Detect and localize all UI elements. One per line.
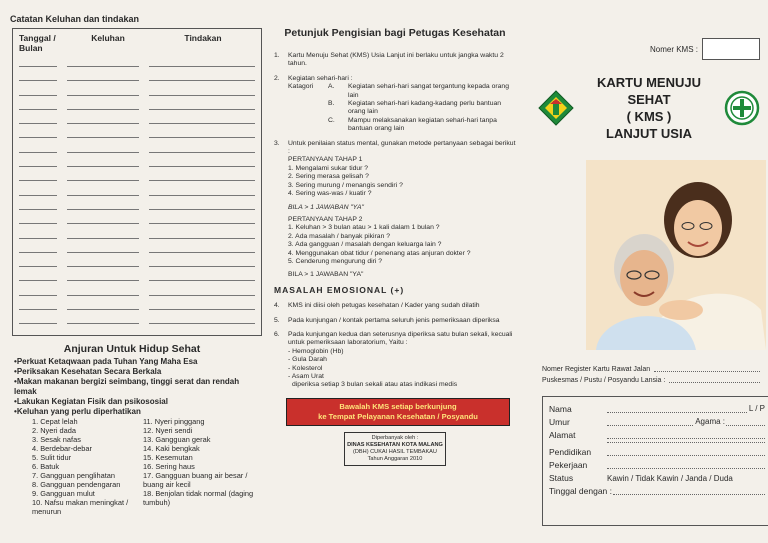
age-field[interactable]: Agama : (607, 416, 765, 426)
complaint-item: 7. Gangguan penglihatan (32, 471, 116, 480)
advice-item: • Lakukan Kegiatan Fisik dan psikososial (14, 397, 254, 407)
notes-row[interactable] (19, 67, 255, 81)
card-title: KARTU MENUJU SEHAT ( KMS ) LANJUT USIA (597, 75, 701, 141)
complaint-item: 9. Gangguan mulut (32, 489, 95, 498)
living-with-field[interactable] (613, 485, 765, 495)
complaints-list (32, 417, 254, 516)
living-with-label: Tinggal dengan : (549, 486, 613, 496)
col-action: Tindakan (184, 33, 222, 43)
instruction-6: 6. Pada kunjungan kedua dan seterusnya diperiksa satu bulan sekali, kecuali untuk pemeriksaan laboratorium, Yaitu : - Hemoglobin (Hb) - Gula Darah - Kolesterol - Asam Urat diperiksa setiap 3 bulan sekali atau atas indikasi medis (274, 330, 513, 389)
right-panel (526, 0, 768, 543)
instruction-2: 2. Kegiatan sehari-hari : Katagori A. Kegiatan sehari-hari sangat tergantung kepada orang lain B. Kegiatan sehari-hari kadang-kadang perlu bantuan orang lain C. Mampu melaksanakan kegiatan sehari-hari tanpa bantuan orang lain (274, 74, 509, 133)
advice-item: • Makan makanan bergizi seimbang, tinggi serat dan rendah lemak (14, 377, 254, 397)
notes-table (12, 28, 262, 336)
notes-row[interactable] (19, 124, 255, 138)
complaint-item: 18. Benjolan tidak normal (daging tumbuh) (143, 489, 254, 507)
complaint-item: 5. Sulit tidur (32, 453, 72, 462)
notes-header (19, 33, 255, 53)
complaint-item: 3. Sesak nafas (32, 435, 81, 444)
instruction-1: 1. Kartu Menuju Sehat (KMS) Usia Lanjut ini berlaku untuk jangka waktu 2 tahun. (274, 52, 504, 68)
complaint-item: 15. Kesemutan (143, 453, 193, 462)
notes-title: Catatan Keluhan dan tindakan (10, 14, 140, 24)
complaint-item: 1. Cepat lelah (32, 417, 78, 426)
health-emblem-icon (724, 90, 760, 126)
complaint-item: 10. Nafsu makan meningkat / menurun (32, 498, 129, 516)
notes-row[interactable] (19, 253, 255, 267)
notes-row[interactable] (19, 139, 255, 153)
complaint-item: 6. Batuk (32, 462, 60, 471)
registration-info: Nomer Register Kartu Rawat Jalan Puskesmas / Pustu / Posyandu Lansia : (542, 364, 760, 386)
name-field[interactable]: L / P (607, 403, 765, 413)
education-field[interactable] (607, 446, 765, 456)
col-complaint: Keluhan (91, 33, 125, 43)
left-panel (0, 0, 262, 543)
instruction-3: 3. Untuk penilaian status mental, gunakan metode pertanyaan sebagai berikut : PERTANYAAN TAHAP 1 1. Mengalami sukar tidur ? 2. Sering merasa gelisah ? 3. Sering murung / menangis sendiri ? 4. Sering was-was / kuatir ? BILA > 1 JAWABAN "YA" PERTANYAAN TAHAP 2 1. Keluhan > 3 bulan atau > 1 kali dalam 1 bulan ? 2. Ada masalah / banyak pikiran ? 3. Ada gangguan / masalah dengan keluarga lain ? 4. Menggunakan obat tidur / penenang atas anjuran dokter ? 5. Cenderung mengurung diri ? BILA > 1 JAWABAN "YA" (274, 139, 516, 279)
middle-panel (262, 0, 526, 543)
patient-identity-form (542, 396, 768, 526)
status-label: Status (549, 473, 574, 483)
notes-row[interactable] (19, 53, 255, 67)
notes-row[interactable] (19, 267, 255, 281)
complaints-col-1 (32, 417, 143, 516)
instruction-5: 5. Pada kunjungan / kontak pertama seluruh jenis pemeriksaan diperiksa (274, 316, 500, 324)
occupation-label: Pekerjaan (549, 460, 588, 470)
malang-city-emblem-icon (538, 90, 574, 126)
emotional-problem-label: MASALAH EMOSIONAL (+) (274, 284, 405, 295)
notes-row[interactable] (19, 282, 255, 296)
elderly-couple-illustration (586, 160, 766, 350)
register-number-field[interactable] (654, 364, 760, 372)
complaint-item: 2. Nyeri dada (32, 426, 76, 435)
notes-row[interactable] (19, 182, 255, 196)
address-label: Alamat (549, 430, 576, 440)
notes-row[interactable] (19, 225, 255, 239)
complaint-item: 16. Sering haus (143, 462, 195, 471)
age-label: Umur (549, 417, 570, 427)
notes-row[interactable] (19, 210, 255, 224)
complaint-item: 12. Nyeri sendi (143, 426, 193, 435)
elderly-couple-photo (586, 160, 766, 350)
instructions (274, 52, 516, 390)
occupation-field[interactable] (607, 459, 765, 469)
kms-number: Nomer KMS : (538, 38, 760, 60)
notes-row[interactable] (19, 167, 255, 181)
status-options[interactable]: Kawin / Tidak Kawin / Janda / Duda (607, 474, 733, 483)
complaint-item: 11. Nyeri pinggang (143, 417, 205, 426)
instruction-4: 4. KMS ini diisi oleh petugas kesehatan / Kader yang sudah dilatih (274, 302, 480, 310)
advice-title: Anjuran Untuk Hidup Sehat (63, 343, 201, 355)
complaint-item: 14. Kaki bengkak (143, 444, 200, 453)
address-field-2[interactable] (607, 442, 765, 443)
card-header (538, 74, 760, 142)
name-label: Nama (549, 404, 572, 414)
complaint-item: 4. Berdebar-debar (32, 444, 92, 453)
complaint-item: 8. Gangguan pendengaran (32, 480, 121, 489)
advice-item: • Perkuat Ketaqwaan pada Tuhan Yang Maha Esa (14, 357, 254, 367)
address-field[interactable] (607, 429, 765, 439)
education-label: Pendidikan (549, 447, 592, 457)
notes-row[interactable] (19, 296, 255, 310)
col-date: Tanggal / Bulan (19, 33, 56, 53)
instructions-title: Petunjuk Pengisian bagi Petugas Kesehatan (284, 27, 506, 39)
notes-row[interactable] (19, 82, 255, 96)
notes-row[interactable] (19, 110, 255, 124)
health-advice (10, 343, 254, 417)
advice-item: • Periksakan Kesehatan Secara Berkala (14, 367, 254, 377)
notes-lines (19, 53, 255, 329)
reminder-banner: Bawalah KMS setiap berkunjung ke Tempat Pelayanan Kesehatan / Posyandu (286, 398, 510, 426)
notes-row[interactable] (19, 153, 255, 167)
notes-row[interactable] (19, 96, 255, 110)
notes-row[interactable] (19, 239, 255, 253)
puskesmas-field[interactable] (669, 375, 760, 383)
notes-row[interactable] (19, 310, 255, 324)
kms-number-field[interactable] (702, 38, 760, 60)
notes-row[interactable] (19, 196, 255, 210)
complaints-col-2 (143, 417, 254, 516)
complaint-item: 17. Gangguan buang air besar / buang air kecil (143, 471, 248, 489)
publisher-box: Diperbanyak oleh : DINAS KESEHATAN KOTA MALANG (DBH) CUKAI HASIL TEMBAKAU Tahun Anggaran 2010 (344, 432, 446, 466)
advice-item: • Keluhan yang perlu diperhatikan (14, 407, 254, 417)
complaint-item: 13. Gangguan gerak (143, 435, 211, 444)
